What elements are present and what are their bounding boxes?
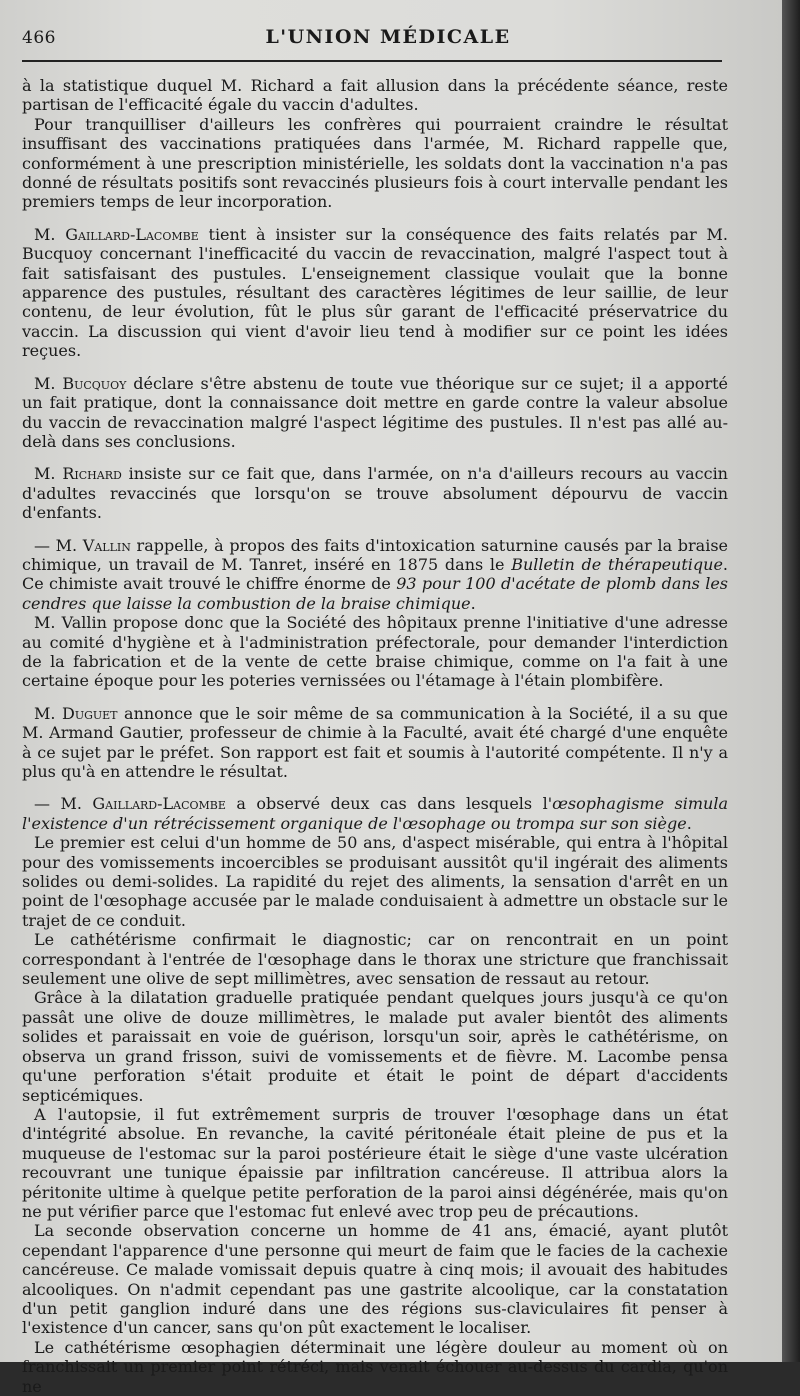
- page-number: 466: [22, 28, 56, 48]
- speaker-name: — M. Vallin: [34, 535, 131, 555]
- italic-quote: 93 pour 100 d'acétate de plomb dans les cendres que laisse la combustion de la braise chimique: [22, 574, 728, 613]
- page-edge-shadow: [782, 0, 800, 1362]
- paragraph: Grâce à la dilatation graduelle pratiquée pendant quelques jours jusqu'à ce qu'on passât une olive de douze millimètres, le malade put avaler bientôt des aliments solides et paraissait en voie de guérison, lorsqu'un soir, après le cathétérisme, on observa un grand frisson, suivi de vomissements et de fièvre. M. Lacombe pensa qu'une perforation s'était produite et était le point de départ d'accidents septicémiques.: [22, 988, 728, 1105]
- header-rule: [22, 60, 722, 62]
- paragraph: La seconde observation concerne un homme de 41 ans, émacié, ayant plutôt cependant l'apparence d'une personne qui meurt de faim que le facies de la cachexie cancéreuse. Ce malade vomissait depuis quatre à cinq mois; il avouait des habitudes alcooliques. On n'admit cependant pas une gastrite alcoolique, car la constatation d'un petit ganglion induré dans une des régions sus-claviculaires fit penser à l'existence d'un cancer, sans qu'on pût exactement le localiser.: [22, 1221, 728, 1338]
- speaker-name: M. Bucquoy: [34, 373, 127, 393]
- italic-citation: Bulletin de thérapeutique: [511, 554, 723, 574]
- paragraph: M. Gaillard-Lacombe tient à insister sur la conséquence des faits relatés par M. Bucquoy concernant l'inefficacité du vaccin de revaccination, malgré l'aspect tout à fait satisfaisant des pustules. L'enseignement classique voulait que la bonne apparence des pustules, résultant des caractères légitimes de leur saillie, de leur contenu, de leur évolution, fût le plus sûr garant de l'efficacité préservatrice du vaccin. La discussion qui vient d'avoir lieu tend à modifier sur ce point les idées reçues.: [22, 224, 728, 361]
- paragraph: M. Bucquoy déclare s'être abstenu de toute vue théorique sur ce sujet; il a apporté un fait pratique, dont la connaissance doit mettre en garde contre la valeur absolue du vaccin de revaccination malgré l'aspect légitime des pustules. Il n'est pas allé au-delà dans ses conclusions.: [22, 373, 728, 451]
- paragraph: — M. Vallin rappelle, à propos des faits d'intoxication saturnine causés par la braise chimique, un travail de M. Tanret, inséré en 1875 dans le Bulletin de thérapeutique. Ce chimiste avait trouvé le chiffre énorme de 93 pour 100 d'acétate de plomb dans les cendres que laisse la combustion de la braise chimique.: [22, 535, 729, 613]
- article-body: [22, 76, 728, 1396]
- paragraph: M. Vallin propose donc que la Société des hôpitaux prenne l'initiative d'une adresse au comité d'hygiène et à l'administration préfectorale, pour demander l'interdiction de la fabrication et de la vente de cette braise chimique, comme on l'a fait à une certaine époque pour les poteries vernissées ou l'étamage à l'étain plombifère.: [22, 613, 728, 691]
- paragraph: — M. Gaillard-Lacombe a observé deux cas dans lesquels l'œsophagisme simula l'existence d'un rétrécissement organique de l'œsophage ou trompa sur son siège.: [22, 794, 728, 833]
- paragraph: A l'autopsie, il fut extrêmement surpris de trouver l'œsophage dans un état d'intégrité absolue. En revanche, la cavité péritonéale était pleine de pus et la muqueuse de l'estomac sur la paroi postérieure était le siège d'une vaste ulcération recouvrant une tunique épaissie par infiltration cancéreuse. Il attribua alors la péritonite ultime à quelque petite perforation de la paroi ainsi dégénérée, mais qu'on ne put vérifier parce que l'estomac fut enlevé avec trop peu de précautions.: [22, 1104, 728, 1221]
- paragraph: Le cathétérisme œsophagien déterminait une légère douleur au moment où on franchissait un premier point rétréci, mais venait échouer au-dessus du cardia, qu'on ne: [22, 1337, 728, 1396]
- paragraph: Le cathétérisme confirmait le diagnostic; car on rencontrait en un point correspondant à l'entrée de l'œsophage dans le thorax une stricture que franchissait seulement une olive de sept millimètres, avec sensation de ressaut au retour.: [22, 930, 728, 989]
- paragraph: Pour tranquilliser d'ailleurs les confrères qui pourraient craindre le résultat insuffisant des vaccinations pratiquées dans l'armée, M. Richard rappelle que, conformément à une prescription ministérielle, les soldats dont la vaccination n'a pas donné de résultats positifs sont revaccinés plusieurs fois à court intervalle pendant les premiers temps de leur incorporation.: [22, 114, 728, 212]
- speaker-name: M. Gaillard-Lacombe: [34, 224, 199, 244]
- speaker-name: — M. Gaillard-Lacombe: [34, 794, 226, 814]
- page-header: [22, 26, 754, 56]
- paragraph: M. Richard insiste sur ce fait que, dans l'armée, on n'a d'ailleurs recours au vaccin d'adultes revaccinés que lorsqu'on se trouve absolument dépourvu de vaccin d'enfants.: [22, 464, 728, 523]
- paragraph: à la statistique duquel M. Richard a fait allusion dans la précédente séance, reste partisan de l'efficacité égale du vaccin d'adultes.: [22, 76, 728, 115]
- speaker-name: M. Duguet: [34, 703, 118, 723]
- speaker-name: M. Richard: [34, 464, 122, 484]
- paragraph: Le premier est celui d'un homme de 50 ans, d'aspect misérable, qui entra à l'hôpital pour des vomissements incoercibles se produisant aussitôt qu'il ingérait des aliments solides ou demi-solides. La rapidité du rejet des aliments, la sensation d'arrêt en un point de l'œsophage accusée par le malade conduisaient à admettre un obstacle sur le trajet de ce conduit.: [22, 833, 728, 930]
- paragraph: M. Duguet annonce que le soir même de sa communication à la Société, il a su que M. Armand Gautier, professeur de chimie à la Faculté, avait été chargé d'une enquête à ce sujet par le préfet. Son rapport est fait et soumis à l'autorité compétente. Il n'y a plus qu'à en attendre le résultat.: [22, 703, 729, 781]
- italic-title: œsophagisme simula l'existence d'un rétrécissement organique de l'œsophage ou trompa sur son siège: [22, 794, 728, 833]
- running-title: L'UNION MÉDICALE: [265, 26, 511, 48]
